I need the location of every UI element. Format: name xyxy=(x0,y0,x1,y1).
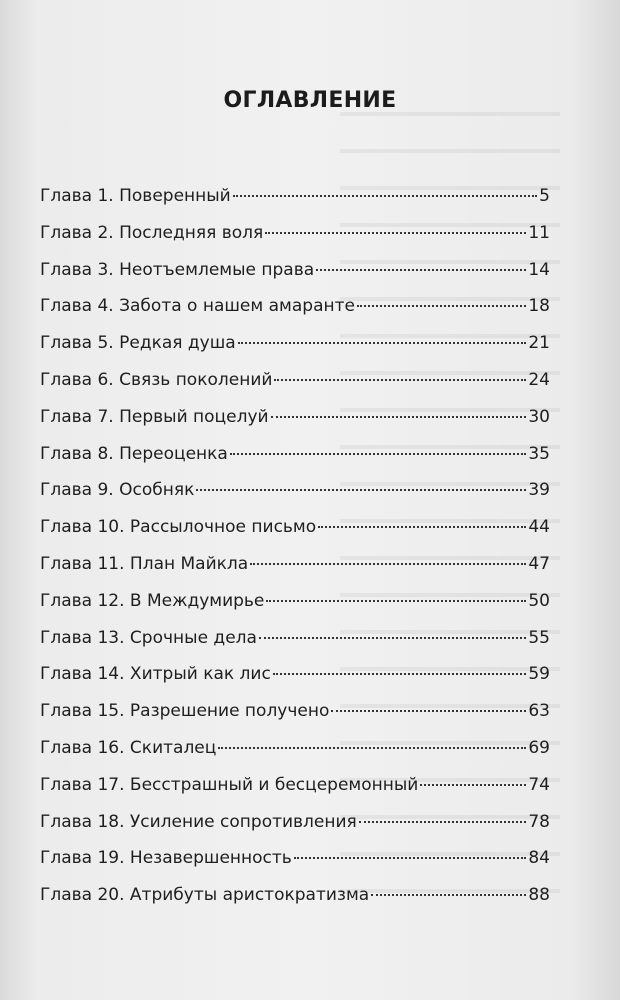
page-number: 35 xyxy=(528,443,550,464)
dot-leader xyxy=(238,342,527,344)
dot-leader xyxy=(294,857,527,859)
toc-entry xyxy=(40,444,550,481)
page-number: 24 xyxy=(528,369,550,390)
page-number: 88 xyxy=(528,885,550,906)
toc-entry xyxy=(40,738,550,775)
chapter-title: Глава 10. Рассылочное письмо xyxy=(40,517,317,538)
page-title: ОГЛАВЛЕНИЕ xyxy=(223,88,397,113)
page-number: 74 xyxy=(528,774,550,795)
chapter-title: Глава 2. Последняя воля xyxy=(40,222,264,243)
toc-entry xyxy=(40,664,550,701)
chapter-title: Глава 5. Редкая душа xyxy=(40,333,236,354)
toc-entry xyxy=(40,628,550,665)
toc-entry xyxy=(40,517,550,554)
chapter-title: Глава 11. План Майкла xyxy=(40,553,249,574)
chapter-title: Глава 6. Связь поколений xyxy=(40,369,273,390)
page-number: 21 xyxy=(528,333,550,354)
page-number: 78 xyxy=(528,811,550,832)
toc-entry xyxy=(40,775,550,812)
table-of-contents xyxy=(40,186,550,922)
toc-entry xyxy=(40,812,550,849)
chapter-title: Глава 16. Скиталец xyxy=(40,737,217,758)
chapter-title: Глава 14. Хитрый как лис xyxy=(40,664,271,685)
dot-leader xyxy=(218,747,526,749)
dot-leader xyxy=(271,416,527,418)
page-number: 5 xyxy=(539,186,550,206)
dot-leader xyxy=(233,195,537,197)
dot-leader xyxy=(420,784,526,786)
toc-entry xyxy=(40,701,550,738)
toc-entry xyxy=(40,885,550,922)
toc-entry xyxy=(40,260,550,297)
toc-entry xyxy=(40,223,550,260)
dot-leader xyxy=(371,894,526,896)
chapter-title: Глава 9. Особняк xyxy=(40,480,195,501)
dot-leader xyxy=(331,710,526,712)
page-number: 30 xyxy=(528,406,550,427)
page-number: 11 xyxy=(528,222,550,243)
dot-leader xyxy=(357,305,526,307)
chapter-title: Глава 13. Срочные дела xyxy=(40,627,257,648)
toc-entry xyxy=(40,296,550,333)
chapter-title: Глава 12. В Междумирье xyxy=(40,590,265,611)
dot-leader xyxy=(266,600,526,602)
dot-leader xyxy=(274,379,526,381)
page-number: 59 xyxy=(528,664,550,685)
chapter-title: Глава 19. Незавершенность xyxy=(40,848,292,869)
chapter-title: Глава 7. Первый поцелуй xyxy=(40,406,269,427)
chapter-title: Глава 18. Усиление сопротивления xyxy=(40,811,357,832)
dot-leader xyxy=(316,269,526,271)
chapter-title: Глава 8. Переоценка xyxy=(40,443,228,464)
toc-entry xyxy=(40,554,550,591)
page-number: 84 xyxy=(528,848,550,869)
dot-leader xyxy=(230,453,527,455)
dot-leader xyxy=(259,637,526,639)
page-number: 69 xyxy=(528,737,550,758)
dot-leader xyxy=(318,526,526,528)
chapter-title: Глава 4. Забота о нашем амаранте xyxy=(40,296,355,317)
dot-leader xyxy=(265,232,526,234)
page-number: 47 xyxy=(528,553,550,574)
toc-entry xyxy=(40,370,550,407)
page-number: 50 xyxy=(528,590,550,611)
page-number: 63 xyxy=(528,701,550,722)
toc-entry xyxy=(40,333,550,370)
dot-leader xyxy=(359,821,527,823)
chapter-title: Глава 1. Поверенный xyxy=(40,186,231,206)
chapter-title: Глава 3. Неотъемлемые права xyxy=(40,259,315,280)
page-number: 44 xyxy=(528,517,550,538)
page-number: 18 xyxy=(528,296,550,317)
page-number: 39 xyxy=(528,480,550,501)
toc-entry xyxy=(40,591,550,628)
chapter-title: Глава 20. Атрибуты аристократизма xyxy=(40,885,370,906)
chapter-title: Глава 17. Бесстрашный и бесцеремонный xyxy=(40,774,419,795)
chapter-title: Глава 15. Разрешение получено xyxy=(40,701,330,722)
dot-leader xyxy=(273,673,527,675)
toc-entry xyxy=(40,407,550,444)
page-number: 14 xyxy=(528,259,550,280)
toc-entry xyxy=(40,186,550,223)
page-number: 55 xyxy=(528,627,550,648)
toc-entry xyxy=(40,480,550,517)
dot-leader xyxy=(250,563,526,565)
dot-leader xyxy=(196,489,526,491)
toc-entry xyxy=(40,848,550,885)
